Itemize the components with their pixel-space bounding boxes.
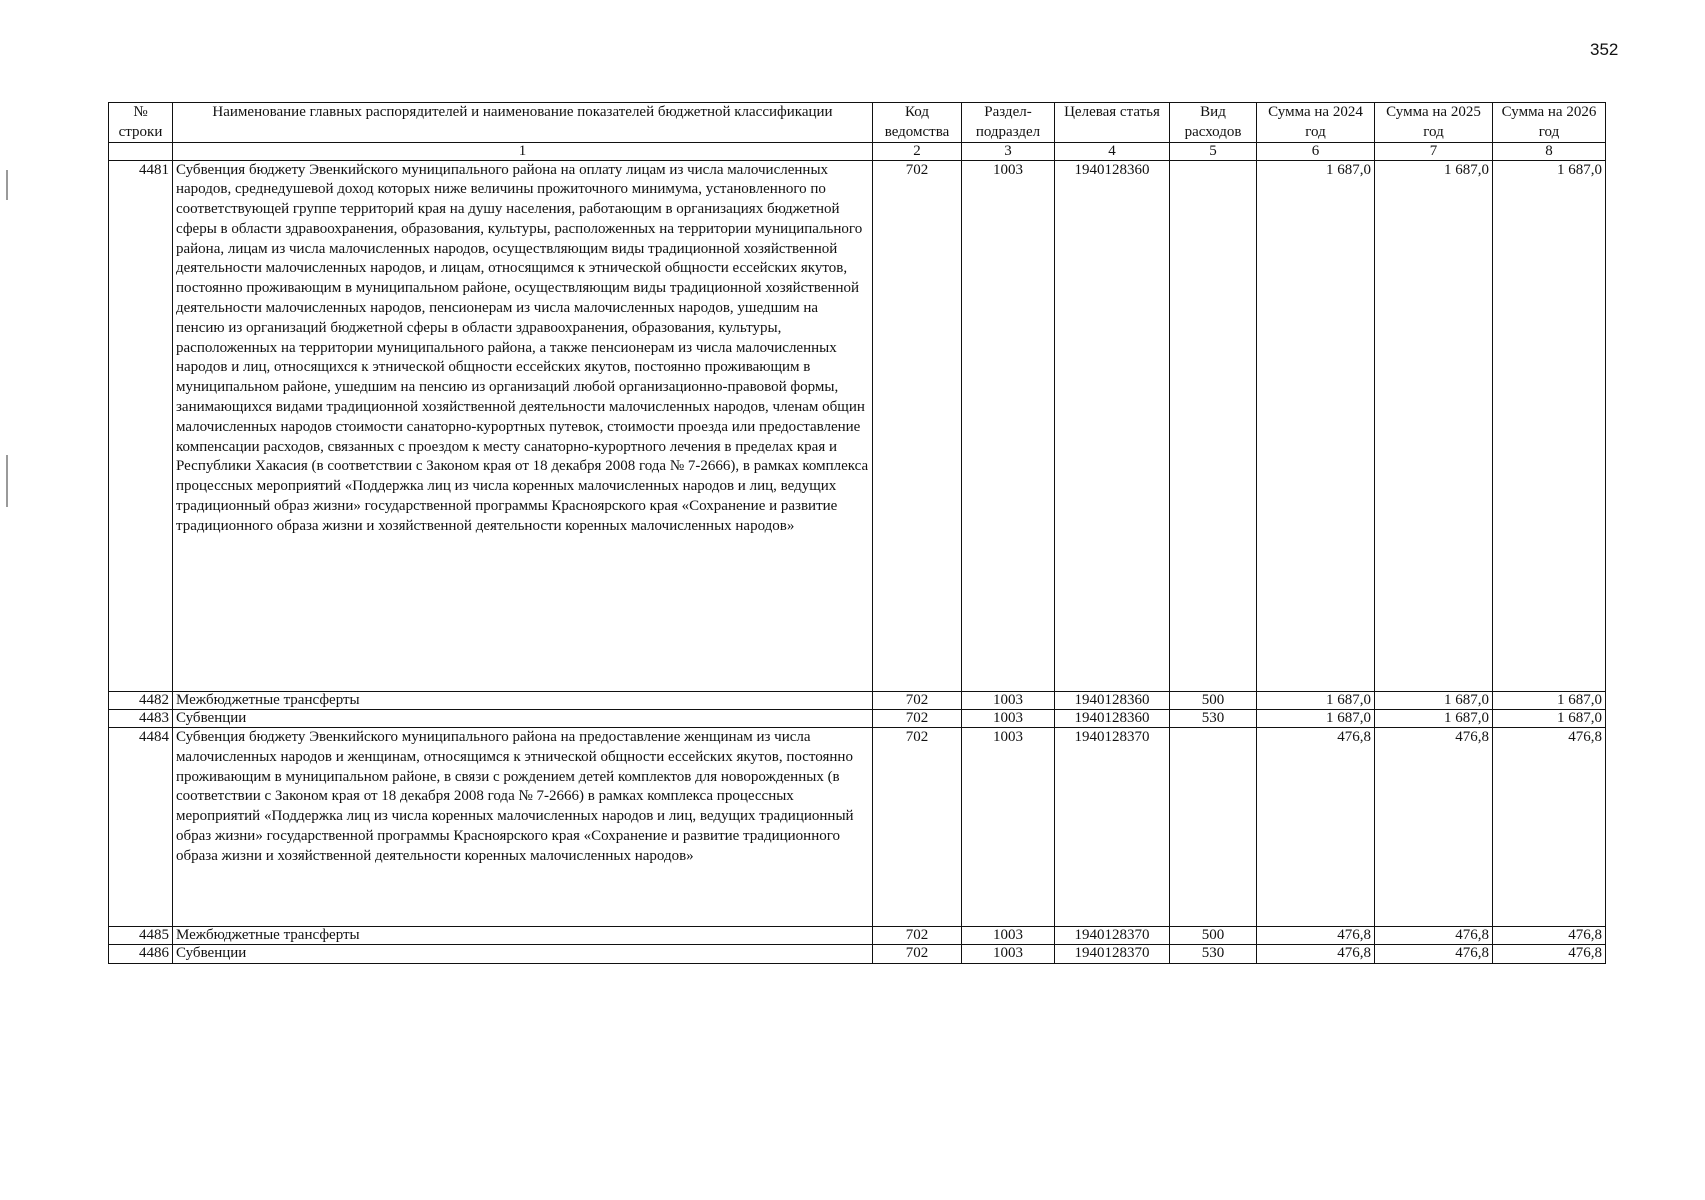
row-number: 4486 (109, 945, 173, 963)
row-name: Межбюджетные трансферты (173, 927, 873, 945)
target-code: 1940128370 (1055, 927, 1170, 945)
sum-2024: 476,8 (1257, 728, 1375, 927)
row-number: 4485 (109, 927, 173, 945)
dept-code: 702 (873, 709, 962, 727)
target-code: 1940128370 (1055, 728, 1170, 927)
column-number: 4 (1055, 143, 1170, 161)
table-row (109, 945, 1606, 963)
header-target: Целевая статья (1055, 103, 1170, 143)
section-code: 1003 (962, 728, 1055, 927)
header-row (109, 103, 1606, 143)
table-row (109, 927, 1606, 945)
sum-2025: 1 687,0 (1375, 160, 1493, 691)
target-code: 1940128360 (1055, 691, 1170, 709)
sum-2024: 476,8 (1257, 927, 1375, 945)
column-number: 3 (962, 143, 1055, 161)
sum-2026: 476,8 (1493, 728, 1606, 927)
table-row (109, 160, 1606, 691)
sum-2026: 1 687,0 (1493, 709, 1606, 727)
sum-2024: 1 687,0 (1257, 160, 1375, 691)
row-name: Субвенция бюджету Эвенкийского муниципального района на оплату лицам из числа малочисленных народов, среднедушевой доход которых ниже величины прожиточного минимума, установленного по соответствующей группе территорий края на душу населения, работающим в организациях бюджетной сферы в области здравоохранения, образования, культуры, расположенных на территории муниципального района, лицам из числа малочисленных народов, осуществляющим виды традиционной хозяйственной деятельности малочисленных народов, и лицам, относящимся к этнической общности ессейских якутов, постоянно проживающим в муниципальном районе, осуществляющим виды традиционной хозяйственной деятельности малочисленных народов, пенсионерам из числа малочисленных народов, ушедшим на пенсию из организаций бюджетной сферы в области здравоохранения, образования, культуры, расположенных на территории муниципального района, а также пенсионерам из числа малочисленных народов и лиц, относящихся к этнической общности ессейских якутов, постоянно проживающим в муниципальном районе, ушедшим на пенсию из организаций любой организационно-правовой формы, занимающихся видами традиционной хозяйственной деятельности малочисленных народов, членам общин малочисленных народов стоимости санаторно-курортных путевок, стоимости проезда или предоставление компенсации расходов, связанных с проездом к месту санаторно-курортного лечения в пределах края и Республики Хакасия (в соответствии с Законом края от 18 декабря 2008 года № 7-2666), в рамках комплекса процессных мероприятий «Поддержка лиц из числа коренных малочисленных народов и лиц, ведущих традиционный образ жизни» государственной программы Красноярского края «Сохранение и развитие традиционного образа жизни и хозяйственной деятельности коренных малочисленных народов» (173, 160, 873, 691)
header-sum-2026: Сумма на 2026 год (1493, 103, 1606, 143)
sum-2024: 1 687,0 (1257, 709, 1375, 727)
expense-type: 530 (1170, 709, 1257, 727)
target-code: 1940128370 (1055, 945, 1170, 963)
row-name: Субвенции (173, 945, 873, 963)
row-name: Межбюджетные трансферты (173, 691, 873, 709)
column-number: 8 (1493, 143, 1606, 161)
expense-type: 500 (1170, 927, 1257, 945)
expense-type (1170, 160, 1257, 691)
sum-2025: 476,8 (1375, 927, 1493, 945)
expense-type: 500 (1170, 691, 1257, 709)
sum-2025: 1 687,0 (1375, 691, 1493, 709)
expense-type: 530 (1170, 945, 1257, 963)
table-body (109, 160, 1606, 963)
row-number: 4481 (109, 160, 173, 691)
column-number: 2 (873, 143, 962, 161)
dept-code: 702 (873, 945, 962, 963)
sum-2026: 1 687,0 (1493, 691, 1606, 709)
sum-2024: 476,8 (1257, 945, 1375, 963)
section-code: 1003 (962, 160, 1055, 691)
row-number: 4484 (109, 728, 173, 927)
expense-type (1170, 728, 1257, 927)
row-name: Субвенции (173, 709, 873, 727)
section-code: 1003 (962, 945, 1055, 963)
table-row (109, 691, 1606, 709)
header-expense-type: Вид расходов (1170, 103, 1257, 143)
sum-2025: 476,8 (1375, 728, 1493, 927)
sum-2025: 1 687,0 (1375, 709, 1493, 727)
dept-code: 702 (873, 927, 962, 945)
section-code: 1003 (962, 927, 1055, 945)
table-header (109, 103, 1606, 161)
dept-code: 702 (873, 160, 962, 691)
column-number: 1 (173, 143, 873, 161)
column-number (109, 143, 173, 161)
section-code: 1003 (962, 691, 1055, 709)
column-number: 6 (1257, 143, 1375, 161)
table-row (109, 709, 1606, 727)
dept-code: 702 (873, 691, 962, 709)
scan-margin-mark (6, 455, 8, 507)
sum-2026: 476,8 (1493, 945, 1606, 963)
target-code: 1940128360 (1055, 709, 1170, 727)
page-number: 352 (1590, 40, 1619, 59)
row-name: Субвенция бюджету Эвенкийского муниципального района на предоставление женщинам из числа малочисленных народов и женщинам, относящимся к этнической общности ессейских якутов, постоянно проживающим в муниципальном районе, в связи с рождением детей комплектов для новорожденных (в соответствии с Законом края от 18 декабря 2008 года № 7-2666) в рамках комплекса процессных мероприятий «Поддержка лиц из числа коренных малочисленных народов и лиц, ведущих традиционный образ жизни» государственной программы Красноярского края «Сохранение и развитие традиционного образа жизни и хозяйственной деятельности коренных малочисленных народов» (173, 728, 873, 927)
column-number-row (109, 143, 1606, 161)
header-sum-2025: Сумма на 2025 год (1375, 103, 1493, 143)
row-number: 4482 (109, 691, 173, 709)
budget-table (108, 102, 1606, 964)
section-code: 1003 (962, 709, 1055, 727)
sum-2026: 1 687,0 (1493, 160, 1606, 691)
header-row-number: № строки (109, 103, 173, 143)
header-name: Наименование главных распорядителей и наименование показателей бюджетной классификации (173, 103, 873, 143)
row-number: 4483 (109, 709, 173, 727)
sum-2026: 476,8 (1493, 927, 1606, 945)
sum-2025: 476,8 (1375, 945, 1493, 963)
header-sum-2024: Сумма на 2024 год (1257, 103, 1375, 143)
dept-code: 702 (873, 728, 962, 927)
column-number: 5 (1170, 143, 1257, 161)
sum-2024: 1 687,0 (1257, 691, 1375, 709)
header-dept-code: Код ведомства (873, 103, 962, 143)
table-row (109, 728, 1606, 927)
target-code: 1940128360 (1055, 160, 1170, 691)
scan-margin-mark (6, 170, 8, 200)
header-section: Раздел-подраздел (962, 103, 1055, 143)
column-number: 7 (1375, 143, 1493, 161)
